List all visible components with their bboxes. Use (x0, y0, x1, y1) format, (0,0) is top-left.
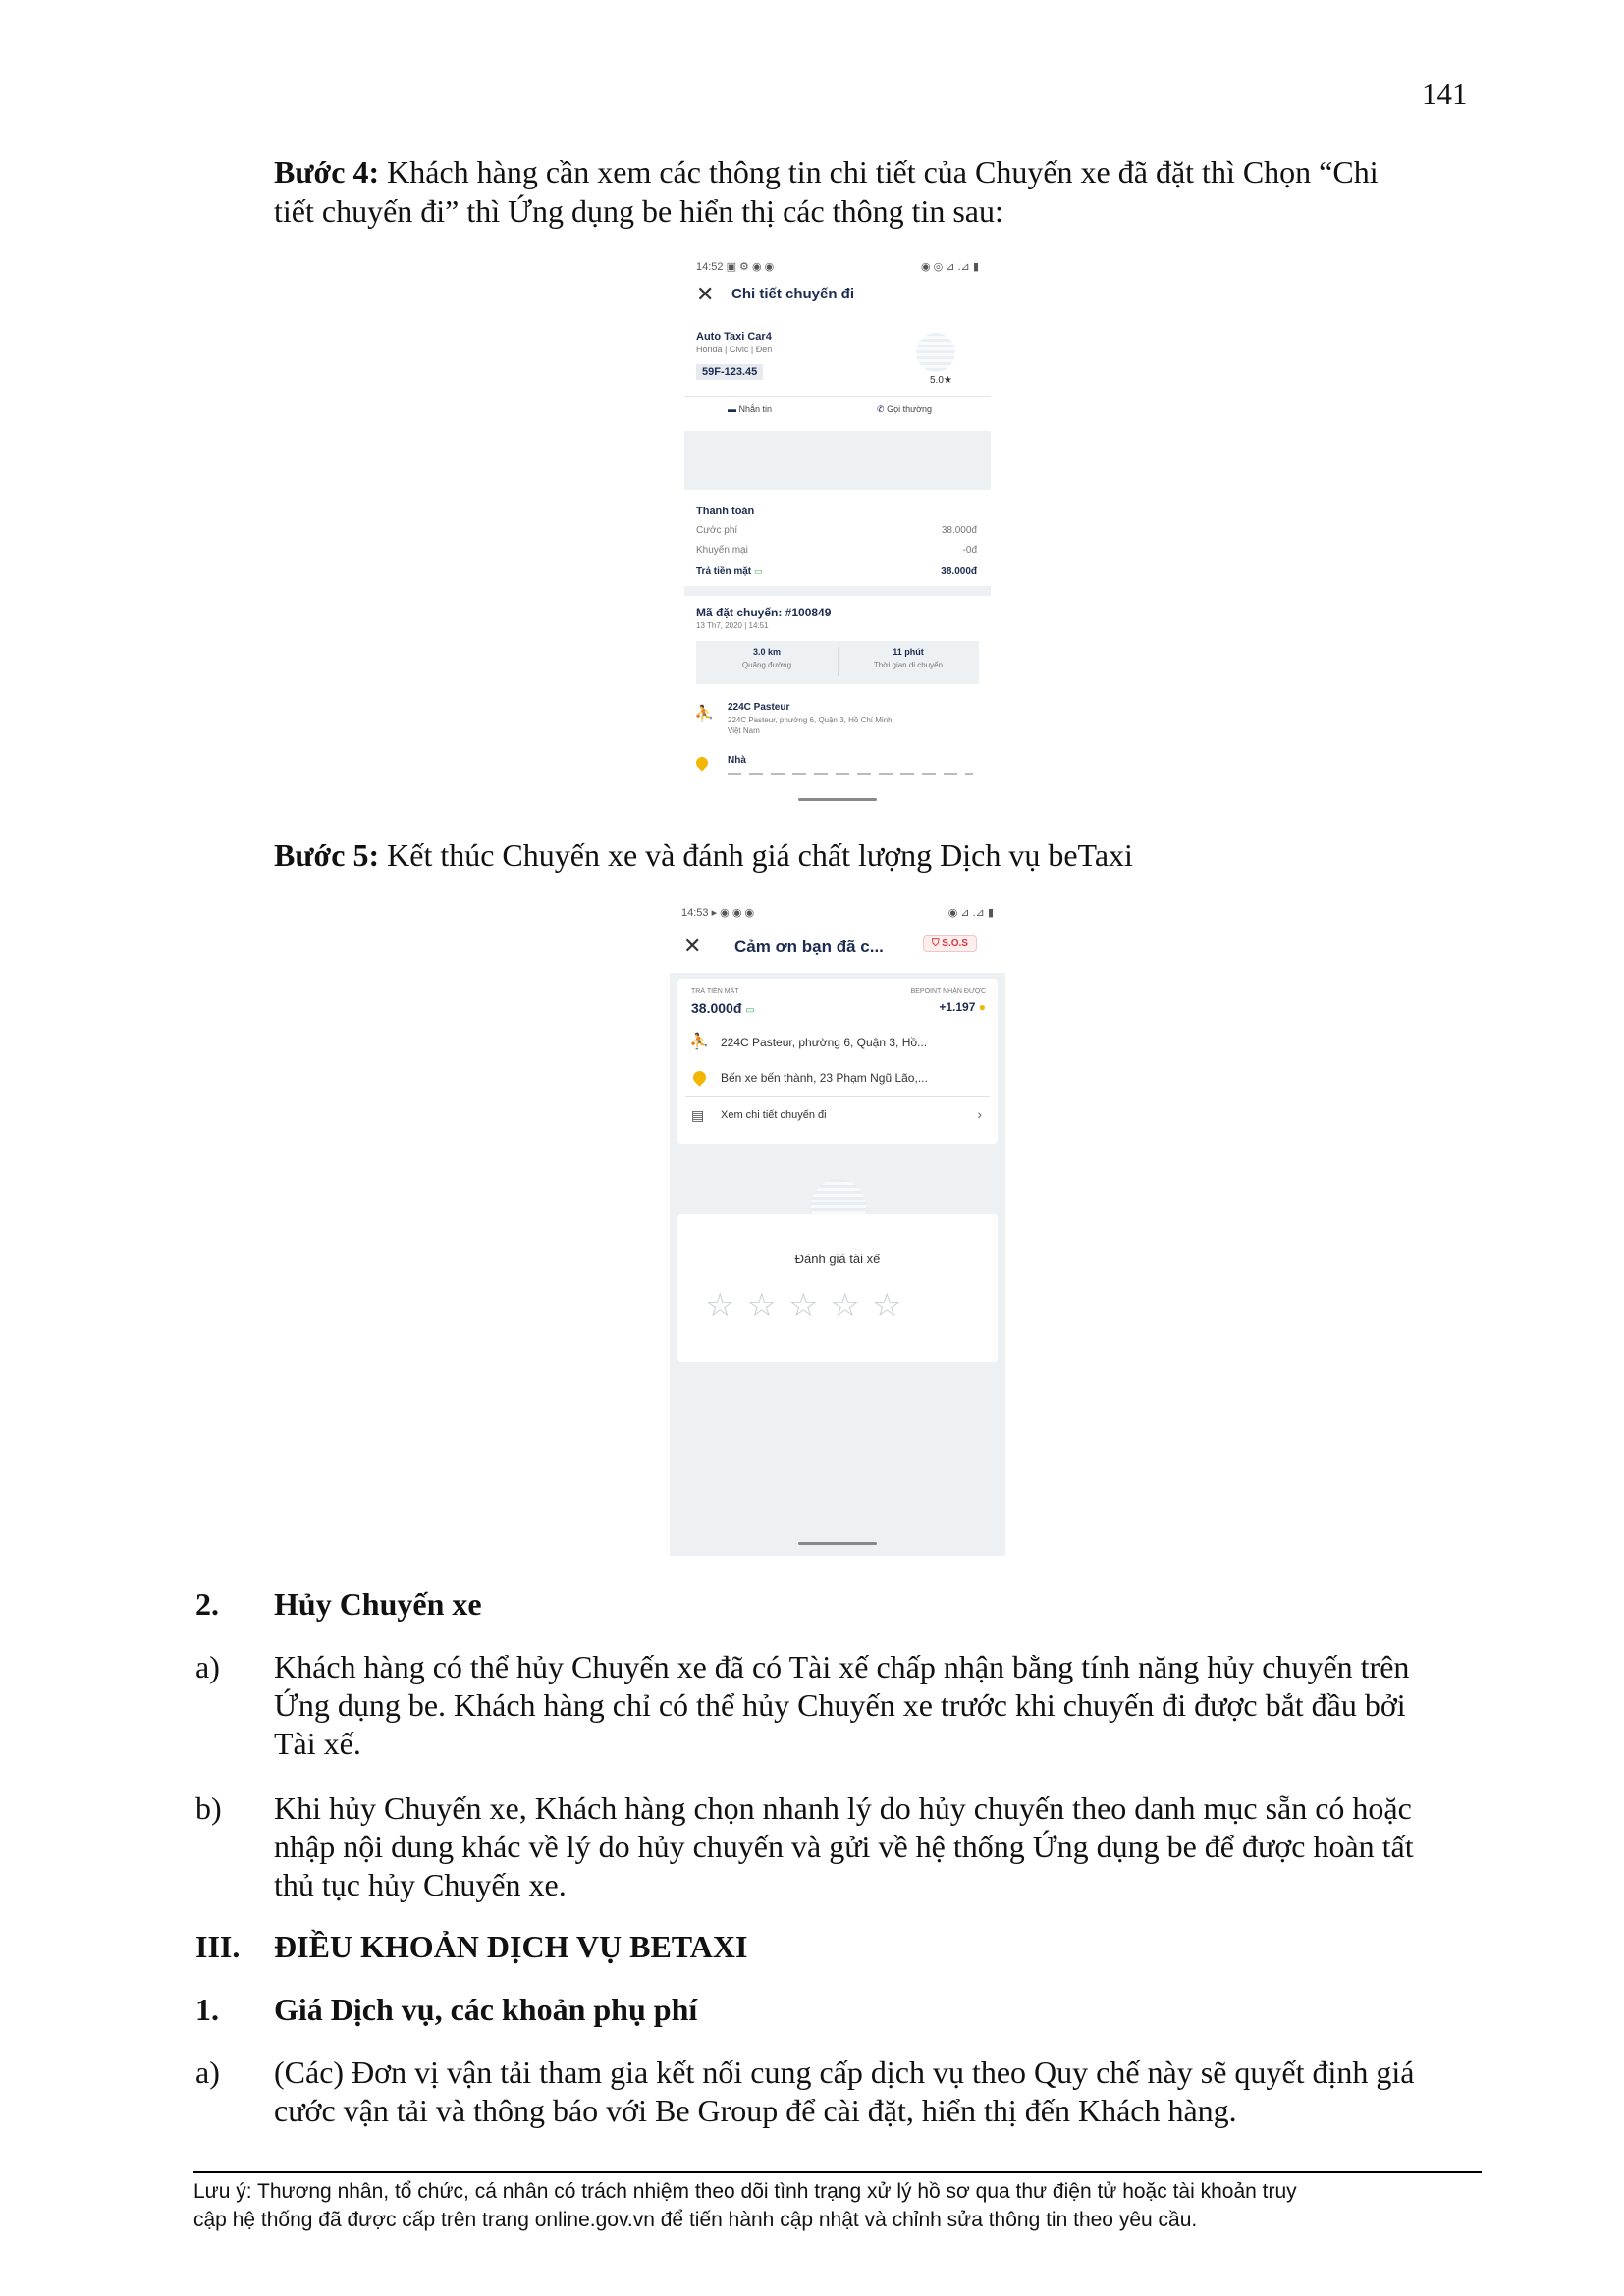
cash-amount-row (691, 1000, 755, 1016)
section2-title: Hủy Chuyến xe (274, 1586, 482, 1622)
section2-b-label: b) (195, 1790, 222, 1826)
address-overflow-text (728, 773, 973, 775)
vehicle-name: Auto Taxi Car4 (696, 331, 772, 343)
footer-divider (193, 2171, 1482, 2173)
section3-sub-title: Giá Dịch vụ, các khoản phụ phí (274, 1992, 698, 2027)
step4-text-2: tiết chuyến đi” thì Ứng dụng be hiển thị các thông tin sau: (274, 193, 1003, 229)
status-time: 14:53 (681, 907, 709, 919)
status-bar (696, 260, 979, 273)
license-plate: 59F-123.45 (696, 364, 763, 380)
pickup-address-2: Việt Nam (728, 726, 760, 735)
pickup-address-1: 224C Pasteur, phường 6, Quận 3, Hồ Chí Minh, (728, 716, 894, 724)
driver-avatar (916, 333, 955, 372)
promo-value: -0đ (962, 545, 977, 556)
receipt-icon: ▤ (691, 1107, 705, 1123)
cash-icon: ▭ (745, 1005, 755, 1016)
sos-button[interactable] (923, 935, 977, 952)
divider (684, 396, 991, 397)
pickup-title: 224C Pasteur (728, 702, 790, 713)
message-label: Nhắn tin (738, 404, 773, 414)
section3-a-line1: (Các) Đơn vị vận tải tham gia kết nối cung cấp dịch vụ theo Quy chế này sẽ quyết định giá (274, 2055, 1415, 2090)
rating-card (677, 1214, 998, 1362)
step4-label: Bước 4: (274, 154, 380, 189)
cash-value: 38.000đ (941, 566, 977, 577)
star-icon[interactable]: ☆ (705, 1287, 747, 1324)
status-bar (681, 906, 994, 919)
rate-driver-title: Đánh giá tài xế (794, 1252, 881, 1266)
bepoint-row (939, 1000, 986, 1014)
pickup-icon: ⛹ (689, 1034, 709, 1050)
message-button[interactable] (728, 404, 772, 414)
location-pin-icon (690, 1068, 708, 1086)
status-icons: ▣ ⚙ ◉ ◉ (726, 261, 775, 273)
duration-label: Thời gian di chuyển (873, 661, 944, 669)
section2-a-label: a) (195, 1649, 220, 1684)
close-icon[interactable]: ✕ (683, 934, 702, 958)
step5-line (274, 836, 1133, 874)
coin-icon: ● (978, 1000, 986, 1014)
section-gap (684, 586, 991, 596)
bepoint-caption: BEPOINT NHẬN ĐƯỢC (910, 988, 986, 995)
bepoint-amount: +1.197 (939, 1000, 976, 1014)
step5-label: Bước 5: (274, 837, 380, 873)
star-icon[interactable]: ☆ (830, 1287, 872, 1324)
dropoff-title: Nhà (728, 755, 746, 766)
trip-details-link[interactable] (685, 1100, 990, 1134)
fare-value: 38.000đ (941, 525, 977, 536)
phone-icon: ✆ (877, 404, 885, 414)
cash-label: Trả tiền mặt (696, 566, 752, 577)
chevron-right-icon: › (977, 1106, 982, 1122)
section2-b-line2: nhập nội dung khác về lý do hủy chuyến và gửi về hệ thống Ứng dụng be để được hoàn tất (274, 1829, 1414, 1864)
cash-row (696, 566, 762, 577)
distance-value: 3.0 km (752, 647, 782, 657)
star-icon[interactable]: ☆ (746, 1287, 788, 1324)
section3-title: ĐIỀU KHOẢN DỊCH VỤ BETAXI (274, 1929, 748, 1964)
section3-a-line2: cước vận tải và thông báo với Be Group để cài đặt, hiển thị đến Khách hàng. (274, 2093, 1237, 2128)
page-number: 141 (1422, 77, 1468, 111)
star-icon[interactable]: ☆ (787, 1287, 831, 1324)
step4-line1 (274, 153, 1379, 190)
status-icons: ▸ ◉ ◉ ◉ (711, 907, 755, 919)
section2-b-line1: Khi hủy Chuyến xe, Khách hàng chọn nhanh lý do hủy chuyến theo danh mục sẵn có hoặc (274, 1790, 1412, 1826)
section2-a-line3: Tài xế. (274, 1726, 361, 1761)
location-pin-icon (694, 755, 711, 772)
footer-note (193, 2177, 1489, 2234)
close-icon[interactable]: ✕ (696, 282, 715, 306)
trip-complete-screenshot (670, 898, 1005, 1556)
home-indicator[interactable] (798, 1542, 877, 1545)
footer-line2: cập hệ thống đã được cấp trên trang online.gov.vn để tiến hành cập nhật và chỉnh sửa thông tin theo yêu cầu. (193, 2209, 1198, 2231)
pickup-icon: ⛹ (694, 706, 714, 722)
home-indicator[interactable] (798, 798, 877, 801)
section-gap (684, 431, 991, 490)
section2-a-line2: Ứng dụng be. Khách hàng chỉ có thể hủy Chuyến xe trước khi chuyến đi được bắt đầu bởi (274, 1687, 1406, 1723)
sos-label: S.O.S (942, 938, 968, 949)
star-icon[interactable]: ☆ (871, 1287, 914, 1324)
trip-summary-card (677, 979, 998, 1144)
trip-details-screenshot (684, 252, 991, 810)
star-rating (705, 1289, 913, 1322)
fare-label: Cước phí (696, 525, 738, 536)
status-time: 14:52 (696, 261, 724, 273)
cash-caption: TRẢ TIỀN MẶT (691, 988, 739, 995)
section2-a-line1: Khách hàng có thể hủy Chuyến xe đã có Tài xế chấp nhận bằng tính năng hủy chuyến trên (274, 1649, 1410, 1684)
booking-code: Mã đặt chuyến: #100849 (696, 606, 832, 619)
booking-time: 13 Th7, 2020 | 14:51 (696, 621, 769, 630)
distance-label: Quãng đường (741, 661, 792, 669)
dropoff-address: Bến xe bến thành, 23 Phạm Ngũ Lão,... (721, 1071, 928, 1085)
driver-rating: 5.0★ (930, 375, 952, 386)
call-label: Gọi thường (887, 404, 933, 414)
cash-amount: 38.000đ (691, 1000, 742, 1016)
payment-title: Thanh toán (696, 506, 755, 517)
step5-text: Kết thúc Chuyến xe và đánh giá chất lượng Dịch vụ beTaxi (379, 837, 1133, 873)
section3-number: III. (195, 1929, 241, 1964)
chat-icon: ▬ (728, 404, 736, 414)
divider (685, 1096, 990, 1097)
pickup-address: 224C Pasteur, phường 6, Quận 3, Hồ... (721, 1036, 928, 1049)
status-right-icons: ◉ ⊿ .⊿ ▮ (947, 907, 994, 919)
vehicle-desc: Honda | Civic | Đen (696, 345, 773, 354)
step4-text-1: Khách hàng cần xem các thông tin chi tiết của Chuyến xe đã đặt thì Chọn “Chi (379, 154, 1379, 189)
cash-icon: ▭ (753, 566, 763, 576)
shield-icon: ⛉ (932, 938, 940, 949)
section2-number: 2. (195, 1586, 219, 1622)
trip-details-label: Xem chi tiết chuyến đi (721, 1109, 827, 1121)
section3-sub-number: 1. (195, 1992, 219, 2027)
screen-title: Cảm ơn bạn đã c... (734, 937, 884, 956)
screen-title: Chi tiết chuyến đi (731, 286, 855, 302)
footer-line1: Lưu ý: Thương nhân, tổ chức, cá nhân có trách nhiệm theo dõi tình trạng xử lý hồ sơ qua thư điện tử hoặc tài khoản truy (193, 2180, 1297, 2203)
status-right-icons: ◉ ◎ ⊿ .⊿ ▮ (921, 261, 979, 273)
trip-stats (696, 641, 979, 684)
duration-value: 11 phút (893, 647, 924, 657)
section3-a-label: a) (195, 2055, 220, 2090)
promo-label: Khuyến mại (696, 545, 748, 556)
call-button[interactable] (877, 404, 932, 415)
section2-b-line3: thủ tục hủy Chuyến xe. (274, 1867, 567, 1902)
